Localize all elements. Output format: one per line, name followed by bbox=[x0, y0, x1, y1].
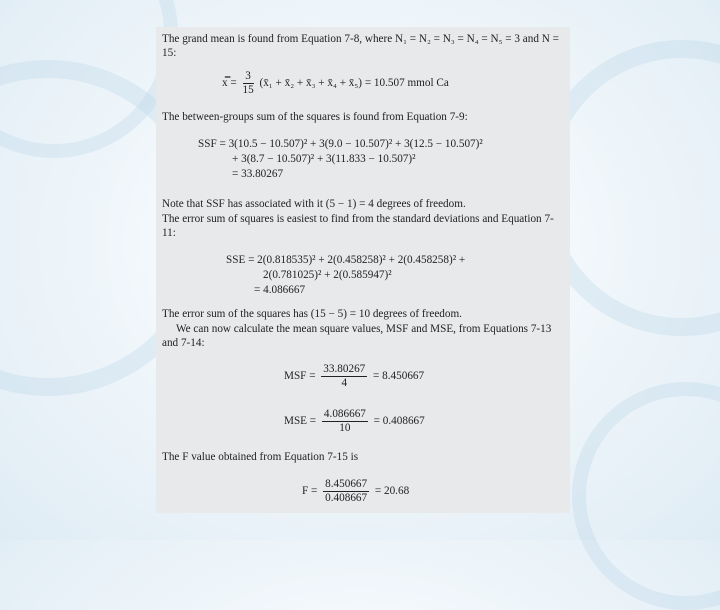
equation-rhs: = 8.450667 bbox=[373, 370, 425, 383]
background-decoration bbox=[572, 382, 720, 610]
fraction-denominator: 15 bbox=[242, 84, 254, 96]
paragraph-between-groups: The between-groups sum of the squares is found from Equation 7-9: bbox=[162, 111, 468, 123]
fraction-numerator: 3 bbox=[243, 70, 254, 84]
fraction-numerator: 33.80267 bbox=[323, 363, 366, 375]
paragraph-ssf-dof: Note that SSF has associated with it (5 − 1) = 4 degrees of freedom. bbox=[162, 198, 466, 210]
equation-fraction bbox=[322, 408, 368, 435]
equation-mse bbox=[284, 408, 425, 435]
equation-rhs: (x̄₁ + x̄₂ + x̄₃ + x̄₄ + x̄₅) = 10.507 mmol Ca bbox=[259, 77, 449, 90]
equation-ssf-line1: SSF = 3(10.5 − 10.507)² + 3(9.0 − 10.507)² + 3(12.5 − 10.507)² bbox=[198, 138, 483, 150]
equation-ssf-line3: = 33.80267 bbox=[232, 168, 284, 180]
equation-f bbox=[302, 478, 409, 505]
equation-fraction bbox=[321, 363, 367, 390]
fraction-numerator: 8.450667 bbox=[325, 478, 368, 490]
equation-ssf-line2: + 3(8.7 − 10.507)² + 3(11.833 − 10.507)² bbox=[232, 153, 416, 165]
fraction-numerator: 4.086667 bbox=[323, 408, 366, 420]
equation-grand-mean bbox=[222, 70, 449, 97]
equation-fraction bbox=[243, 70, 254, 97]
equation-lhs: MSF = bbox=[284, 370, 316, 383]
fraction-denominator: 4 bbox=[341, 377, 348, 389]
paragraph-mean-squares: We can now calculate the mean square values, MSF and MSE, from Equations 7-13 and 7-14: bbox=[162, 323, 552, 349]
equation-sse-line2: 2(0.781025)² + 2(0.585947)² bbox=[263, 269, 392, 281]
equation-lhs: MSE = bbox=[284, 415, 317, 428]
paragraph-error-sum: The error sum of squares is easiest to find from the standard deviations and Equation 7-11: bbox=[162, 213, 554, 239]
paragraph-grand-mean-intro: The grand mean is found from Equation 7-8, where N₁ = N₂ = N₃ = N₄ = N₅ = 3 and N = 15: bbox=[162, 33, 559, 59]
equation-rhs: = 20.68 bbox=[374, 485, 410, 498]
equation-msf bbox=[284, 363, 424, 390]
equation-lhs: F = bbox=[302, 485, 318, 498]
paragraph-error-dof: The error sum of the squares has (15 − 5) = 10 degrees of freedom. bbox=[162, 308, 462, 320]
fraction-denominator: 0.408667 bbox=[325, 492, 368, 504]
fraction-denominator: 10 bbox=[339, 422, 351, 434]
equation-rhs: = 0.408667 bbox=[373, 415, 425, 428]
equation-sse-line3: = 4.086667 bbox=[254, 284, 306, 296]
equation-sse-line1: SSE = 2(0.818535)² + 2(0.458258)² + 2(0.458258)² + bbox=[226, 254, 466, 266]
paragraph-f-value: The F value obtained from Equation 7-15 is bbox=[162, 451, 359, 463]
equation-lhs: x̿ = bbox=[222, 77, 237, 90]
equation-fraction bbox=[323, 478, 369, 505]
textbook-page bbox=[156, 27, 570, 513]
